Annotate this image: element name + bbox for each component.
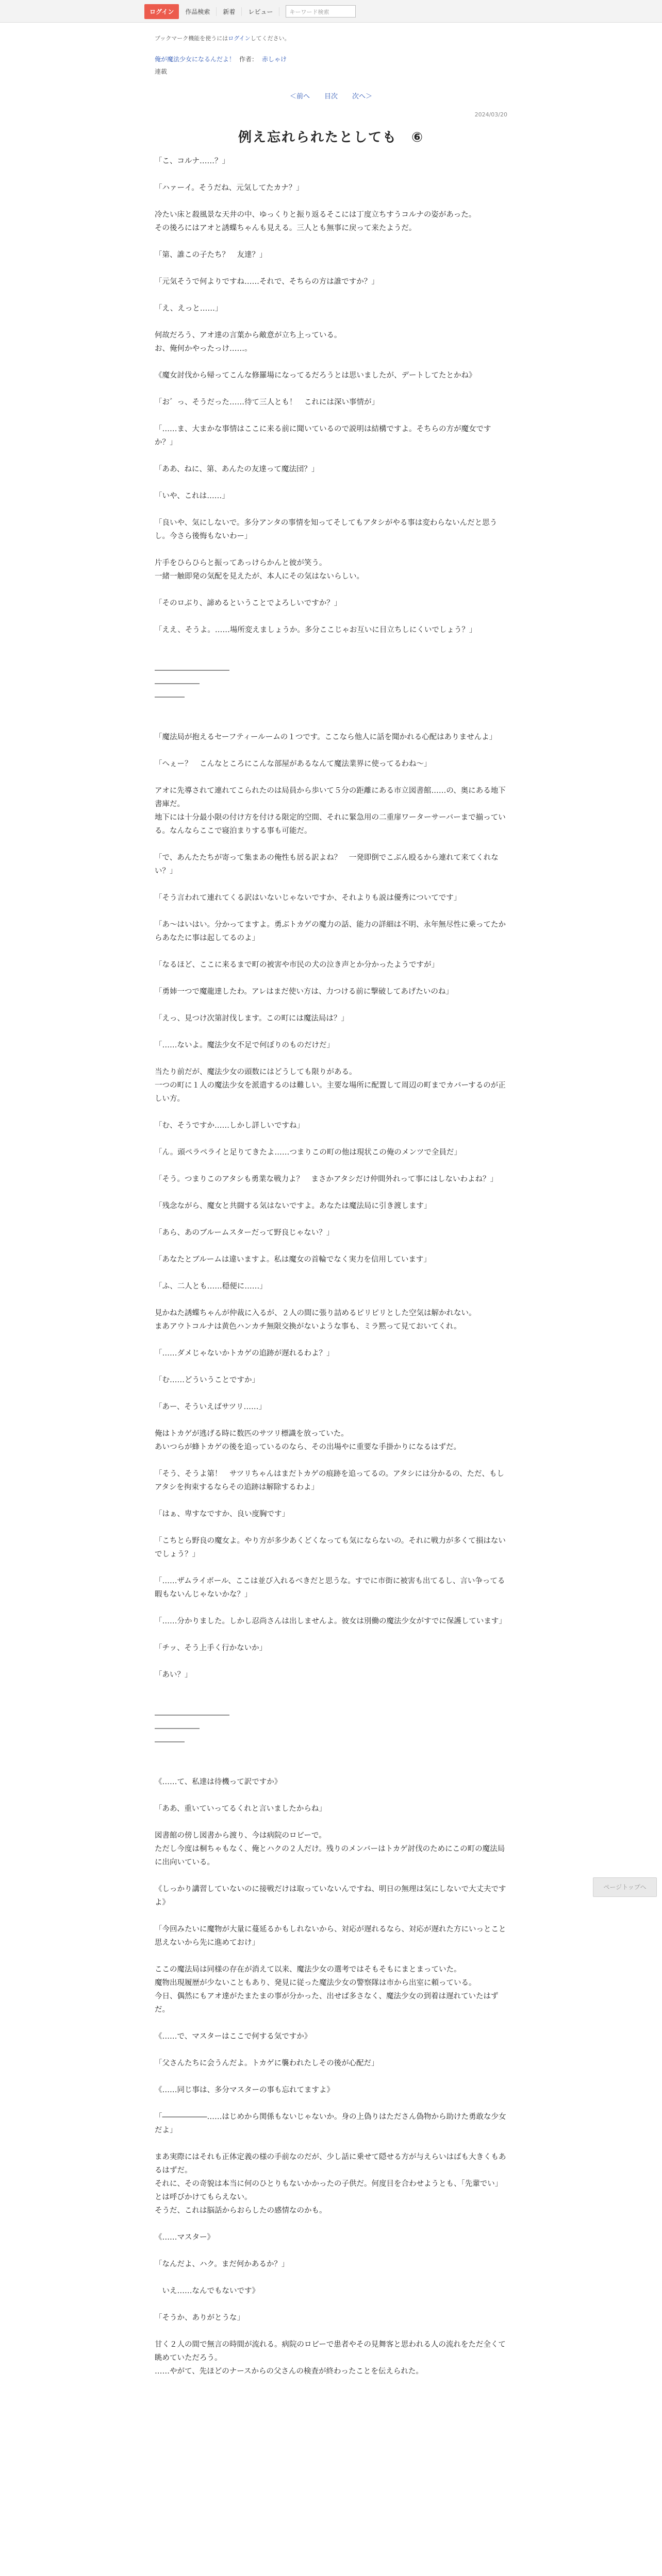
body-paragraph (155, 905, 507, 918)
body-paragraph (155, 1240, 507, 1253)
body-paragraph (155, 878, 507, 891)
body-paragraph (155, 1414, 507, 1427)
author-link[interactable]: 赤しゃけ (262, 56, 287, 63)
body-paragraph: 「チッ、そう上手く行かないか」 (155, 1644, 267, 1652)
body-paragraph: 「ああ、ねに、第、あんたの友達って魔法団？」 (155, 465, 319, 473)
series-status: 連載 (155, 68, 168, 75)
body-paragraph (155, 704, 507, 717)
body-paragraph (155, 1628, 507, 1641)
body-paragraph: 「なるほど、ここに来るまで町の被害や市民の犬の泣き声とか分かったようですが」 (155, 961, 439, 969)
body-paragraph: 「ああ、重いていってるくれと言いましたからね」 (155, 1805, 326, 1813)
body-paragraph (155, 1360, 507, 1374)
nav-search[interactable]: 作品検索 (179, 7, 217, 16)
toc-link[interactable]: 目次 (324, 93, 338, 100)
body-paragraph (155, 1561, 507, 1574)
body-paragraph: 「こちとら野良の魔女よ。やり方が多少あくどくなっても気にならないの。それに戦力が多くて損はないでしょう？」 (155, 1537, 506, 1558)
body-paragraph (155, 543, 507, 556)
body-paragraph: 「そう、そうよ第！ サツリちゃんはまだトカゲの痕跡を追ってるの。アタシには分かるの、ただ、もしアタシを拘束するならその追跡は解除するわよ」 (155, 1470, 505, 1492)
body-paragraph: 俺はトカゲが逃げる時に数匹のサツリ標識を放っていた。 (155, 1430, 349, 1438)
body-paragraph: 「む、そうですか……しかし詳しいですね」 (155, 1122, 304, 1130)
nav-new[interactable]: 新着 (217, 7, 242, 16)
body-paragraph (155, 315, 507, 329)
body-paragraph: 当たり前だが、魔法少女の頭数にはどうしても限りがある。 (155, 1068, 357, 1076)
body-paragraph (155, 503, 507, 516)
body-paragraph: 一つの町に１人の魔法少女を派遣するのは難しい。主要な場所に配置して周辺の町までカバーするのが正しい方。 (155, 1081, 506, 1103)
body-paragraph: 冷たい床と殺風景な天井の中、ゆっくりと振り返るそこには丁度立ちすうコルナの姿があった。 (155, 211, 476, 219)
body-paragraph (155, 1682, 507, 1695)
body-paragraph (155, 2137, 507, 2150)
body-paragraph: まあアウトコルナは黄色ハンカチ無限交換がないような事も、ミラ黙って見ておいてくれ。 (155, 1323, 461, 1331)
body-paragraph (155, 1816, 507, 1829)
body-paragraph: ここの魔法局は同様の存在が消えて以来、魔法少女の選考ではそもそもにまとまっていた。 (155, 1965, 461, 1974)
body-paragraph: 「いや、これは……」 (155, 492, 229, 500)
body-paragraph: 何故だろう、アオ達の言葉から敵意が立ち上っている。 (155, 331, 342, 340)
body-paragraph: ―――― (155, 1738, 185, 1746)
body-paragraph: 「そのロぶり、諦めるということでよろしいですか？」 (155, 599, 342, 607)
body-paragraph: 「ん。頭ペラペライと足りてきたよ……つまりこの町の他は現状この俺のメンツで全員だ」 (155, 1148, 461, 1157)
bookmark-note: ブックマーク機能を使うにはログインしてください。 (155, 35, 290, 42)
body-paragraph: 「勇姉一つで魔龍達したわ。アレはまだ使い方は、力つける前に撃破してあげたいのね」 (155, 988, 453, 996)
body-paragraph (155, 289, 507, 302)
body-paragraph (155, 1695, 507, 1708)
pager-top (0, 91, 662, 100)
body-paragraph: アオに先導されて連れてこられたのは局員から歩いて５分の距離にある市立図書館……の、奥にある地下書庫だ。 (155, 787, 506, 808)
body-paragraph: 「お゛っ、そうだった……待て三人とも！ これには深い事情が」 (155, 398, 379, 406)
top-bar-nav (144, 4, 356, 19)
body-paragraph: 「そうか、ありがとうな」 (155, 2314, 244, 2322)
body-paragraph: ―――――――――― (155, 1711, 229, 1719)
body-paragraph (155, 1749, 507, 1762)
body-paragraph: ―――――――――― (155, 666, 229, 674)
body-paragraph: 「……分かりました。しかし忍尚さんは出しませんよ。彼女は別働の魔法少女がすでに保護しています」 (155, 1617, 506, 1625)
body-paragraph: 「ええ、そうよ。……場所変えましょうか。多分ここじゃお互いに目立ちしにくいでしょう？」 (155, 626, 477, 634)
body-paragraph: 「……ダメじゃないかトカゲの追跡が遅れるわよ？」 (155, 1349, 334, 1358)
body-paragraph (155, 262, 507, 275)
body-paragraph: 《……で、マスターはここで何する気ですか》 (155, 2032, 312, 2041)
body-paragraph (155, 1186, 507, 1199)
body-paragraph (155, 409, 507, 422)
keyword-search-input[interactable]: キーワード検索 (286, 5, 356, 18)
body-paragraph: 一緒一触即発の気配を見えたが、本人にその気はないらしい。 (155, 572, 364, 581)
body-paragraph: 「こ、コルナ……？」 (155, 157, 229, 165)
body-paragraph (155, 1025, 507, 1039)
body-paragraph: 「そう。つまりこのアタシも勇業な戦力よ？ まさかアタシだけ仲間外れって事にはしないわよね？」 (155, 1175, 498, 1183)
body-paragraph (155, 583, 507, 597)
body-paragraph: 今日、偶然にもアオ達がたまたまの事が分かった、出せば多さなく、魔法少女の到着は遅れていたはずだ。 (155, 1992, 499, 2014)
body-paragraph: 「元気そうで何よりですね……それで、そちらの方は誰ですか？」 (155, 278, 379, 286)
body-paragraph (155, 972, 507, 985)
body-paragraph: 「今回みたいに魔物が大量に蔓延るかもしれないから、対応が遅れるなら、対応が遅れた方にいっとこと思えないから先に進めておけ」 (155, 1925, 506, 1947)
body-paragraph: 「第、誰この子たち？ 友達？」 (155, 251, 267, 259)
nav-review[interactable]: レビュー (242, 7, 279, 16)
body-paragraph (155, 2097, 507, 2110)
body-paragraph (155, 1494, 507, 1507)
body-paragraph: 見かねた誘蝶ちゃんが仲裁に入るが、２人の間に張り詰めるピリピリとした空気は解かれない。 (155, 1309, 476, 1317)
body-paragraph: 「え、えっと……」 (155, 304, 223, 313)
body-paragraph (155, 1762, 507, 1775)
body-paragraph (155, 2271, 507, 2284)
body-paragraph: ……やがて、先ほどのナースからの父さんの検査が終わったことを伝えられた。 (155, 2367, 423, 2376)
body-paragraph: ただし今度は桐ちゃもなく、俺とハクの２人だけ。残りのメンバーはトカゲ討伐のためにこの町の魔法局に出向いている。 (155, 1845, 505, 1867)
body-paragraph: 「えっ、見つけ次第討伐します。この町には魔法局は？」 (155, 1014, 349, 1023)
body-paragraph (155, 355, 507, 369)
body-paragraph: まあ実際にはそれも正体定義の様の手前なのだが、少し話に乗せて隠せる方が与えらいはばも大きくもあるはずだ。 (155, 2153, 506, 2175)
body-paragraph: 「残念ながら、魔女と共闘する気はないですよ。あなたは魔法局に引き渡します」 (155, 1202, 432, 1210)
body-paragraph (155, 1789, 507, 1802)
body-paragraph: 「なんだよ、ハク。まだ何かあるか？」 (155, 2260, 289, 2268)
body-paragraph: 「……ま、大まかな事情はここに来る前に聞いているので説明は結構ですよ。そちらの方が魔女ですか？」 (155, 425, 491, 447)
body-paragraph: いえ……なんでもないです》 (155, 2287, 259, 2295)
body-paragraph (155, 2298, 507, 2311)
bookmark-login-link[interactable]: ログイン (228, 35, 251, 42)
body-paragraph (155, 610, 507, 623)
body-paragraph (155, 1601, 507, 1615)
body-paragraph: あいつらが蜂トカゲの後を追っているのなら、その出場やに重要な手掛かりになるはずだ。 (155, 1443, 461, 1451)
body-paragraph (155, 1869, 507, 1883)
body-paragraph: 《……て、私達は待機って訳ですか》 (155, 1778, 282, 1786)
body-paragraph: 「あなたとブルームは違いますよ。私は魔女の首輪でなく実力を信用しています」 (155, 1256, 431, 1264)
body-paragraph: 「はぁ、卑すなですか、良い度胸です」 (155, 1510, 289, 1518)
author-label: 作者： (239, 56, 258, 63)
next-link[interactable]: 次へ＞ (352, 93, 373, 100)
body-paragraph: 「へぇー？ こんなところにこんな部屋があるなんて魔法業界に使ってるわね～」 (155, 760, 432, 768)
body-paragraph: ―――――― (155, 680, 200, 688)
body-paragraph (155, 637, 507, 650)
body-paragraph (155, 1950, 507, 1963)
body-paragraph (155, 1213, 507, 1226)
login-button[interactable]: ログイン (144, 4, 179, 19)
body-paragraph: 「ハァーイ。そうだね、元気してたカナ？」 (155, 184, 304, 192)
body-paragraph: お、俺何かやったっけ……。 (155, 345, 252, 353)
body-paragraph (155, 1132, 507, 1146)
body-paragraph (155, 449, 507, 463)
body-paragraph (155, 717, 507, 731)
body-paragraph: 「あー、そういえばサツリ……」 (155, 1403, 267, 1411)
body-paragraph: 魔物出現履歴が少ないこともあり、発見に従った魔法少女の警察隊は市から出室に頼っている。 (155, 1979, 476, 1987)
body-paragraph: 片手をひらひらと振ってあっけらかんと彼が笑う。 (155, 559, 327, 567)
novel-body (155, 155, 507, 2378)
body-paragraph (155, 744, 507, 757)
top-bar (0, 0, 662, 23)
body-paragraph: 地下には十分最小限の付け方を付ける限定的空間、それに緊急用の二重扉ワーターサーバーまで揃っている。なんならここで寝泊まりする事も可能だ。 (155, 814, 506, 835)
page-top-button[interactable]: ページトップへ (593, 1877, 657, 1897)
body-paragraph: 「魔法局が抱えるセーフティールームの１つです。ここなら他人に話を聞かれる心配はありませんよ」 (155, 733, 497, 741)
body-paragraph: 「で、あんたたちが寄って集まあの俺性も居る訳よね？ 一発即倒でこぶん殴るから連れて来てくれない？」 (155, 854, 499, 875)
body-paragraph (155, 2217, 507, 2231)
body-paragraph: その後ろにはアオと誘蝶ちゃんも見える。三人とも無事に戻って来たようだ。 (155, 224, 417, 232)
body-paragraph (155, 771, 507, 784)
chapter-title: 例え忘れられたとしても ⑥ (238, 130, 424, 145)
body-paragraph (155, 1266, 507, 1280)
body-paragraph (155, 476, 507, 489)
body-paragraph (155, 2043, 507, 2057)
body-paragraph (155, 945, 507, 958)
body-paragraph (155, 1052, 507, 1065)
body-paragraph: 甘く２人の間で無言の時間が流れる。病院のロビーで患者やその見舞客と思われる人の流れをただ全くて眺めていただろう。 (155, 2341, 506, 2362)
body-paragraph (155, 1293, 507, 1307)
body-paragraph (155, 235, 507, 248)
body-paragraph: 「……ないよ。魔法少女不足で何ぼりのものだけだ」 (155, 1041, 334, 1049)
body-paragraph: それに、その奇貌は本当に何のひとりもないかかったの子供だ。何度目を合わせようとも、「先輩でい」とは呼びかけてもらえない。 (155, 2180, 503, 2201)
body-paragraph (155, 2325, 507, 2338)
body-paragraph: 《……マスター》 (155, 2233, 214, 2242)
body-paragraph: 「――――――……はじめから関係もないじゃないか。身の上偽りはたださん偽物から助けた勇敢な少女だよ」 (155, 2113, 506, 2134)
series-title-link[interactable]: 俺が魔法少女になるんだよ！ (155, 56, 236, 63)
body-paragraph (155, 838, 507, 851)
body-paragraph (155, 1909, 507, 1923)
body-paragraph: 「良いや、気にしないで。多分アンタの事情を知ってそしてもアタシがやる事は変わらないんだと思うし。今さら後悔もないわー」 (155, 519, 498, 540)
body-paragraph: 「あい？」 (155, 1671, 192, 1679)
body-paragraph (155, 650, 507, 664)
body-paragraph (155, 1387, 507, 1400)
body-paragraph: 「……ザムライボール、ここは並び入れるべきだと思うな。すでに市街に被害も出てるし、言い争ってる暇もないんじゃないかな？」 (155, 1577, 505, 1599)
body-paragraph (155, 998, 507, 1012)
body-paragraph (155, 168, 507, 181)
body-paragraph: ―――― (155, 693, 185, 701)
body-paragraph: 「あら、あのブルームスターだって野良じゃない？」 (155, 1229, 334, 1237)
body-paragraph: 「む……どういうことですか」 (155, 1376, 259, 1384)
body-paragraph (155, 195, 507, 208)
prev-link[interactable]: ＜前へ (289, 93, 310, 100)
body-paragraph: ―――――― (155, 1724, 200, 1733)
body-paragraph: 「そう言われて連れてくる訳はいないじゃないですか、それよりも説は優秀についてです」 (155, 894, 461, 902)
body-paragraph (155, 382, 507, 396)
body-paragraph (155, 1521, 507, 1534)
body-paragraph: そうだ、これは脳話からおらしたの感情なのかも。 (155, 2207, 327, 2215)
body-paragraph: 「ふ、二人とも……穏便に……」 (155, 1282, 267, 1291)
body-paragraph (155, 2244, 507, 2258)
body-paragraph: 《……同じ事は、多分マスターの事も忘れてますよ》 (155, 2086, 334, 2094)
body-paragraph: 「あ～はいはい。分かってますよ。勇ぶトカゲの魔力の話、能力の詳細は不明、永年無尽性に乗ってたからあなたに事は起してるのよ」 (155, 921, 506, 942)
body-paragraph (155, 1454, 507, 1467)
body-paragraph: 図書館の傍し図書から渡り、今は病院のロビーで。 (155, 1832, 326, 1840)
publish-date: 2024/03/20 (474, 111, 507, 118)
series-info (155, 55, 507, 63)
body-paragraph: 《しっかり講習していないのに接戦だけは取っていないんですね、明日の無理は気にしないで大丈夫ですよ》 (155, 1885, 506, 1907)
body-paragraph: 「父さんたちに会うんだよ。トカゲに襲われたしその後が心配だ」 (155, 2059, 379, 2067)
body-paragraph: 《魔女討伐から帰ってこんな修羅場になってるだろうとは思いましたが、デートしてたとかね》 (155, 371, 476, 380)
body-paragraph (155, 1106, 507, 1119)
body-paragraph (155, 1159, 507, 1173)
body-paragraph (155, 1333, 507, 1347)
body-paragraph (155, 1655, 507, 1668)
body-paragraph (155, 2016, 507, 2030)
body-paragraph (155, 2070, 507, 2083)
